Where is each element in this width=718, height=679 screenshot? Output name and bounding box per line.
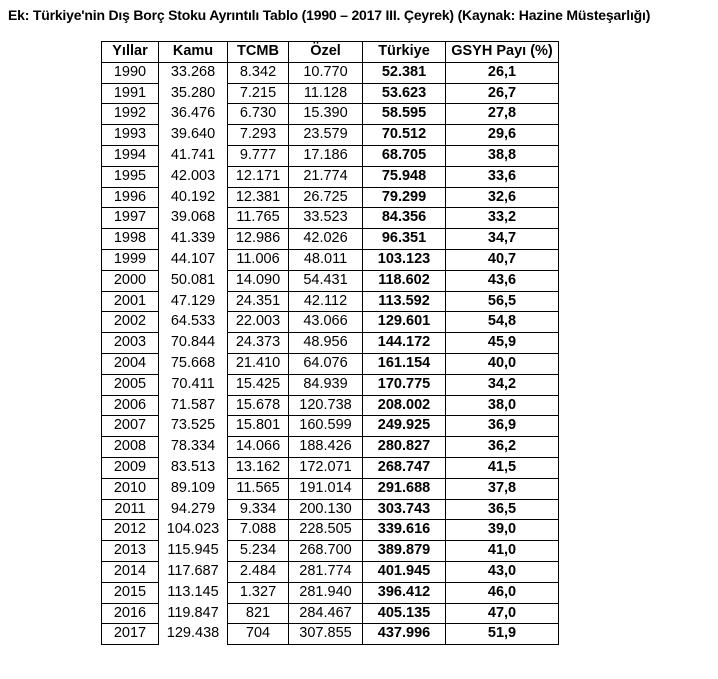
tcmb-value-cell: 2.484 (228, 561, 289, 582)
gsyh-payi-value-cell: 27,8 (446, 104, 559, 125)
gsyh-payi-value-cell: 38,0 (446, 395, 559, 416)
ozel-value-cell: 48.956 (289, 333, 363, 354)
table-row (102, 104, 559, 125)
kamu-value-cell: 129.438 (159, 624, 228, 645)
kamu-value-cell: 119.847 (159, 603, 228, 624)
gsyh-payi-value-cell: 40,0 (446, 353, 559, 374)
year-cell: 1993 (102, 125, 159, 146)
year-cell: 1992 (102, 104, 159, 125)
gsyh-payi-value-cell: 33,6 (446, 166, 559, 187)
table-caption: Ek: Türkiye'nin Dış Borç Stoku Ayrıntılı Tablo (1990 – 2017 III. Çeyrek) (Kaynak: Hazine Müsteşarlığı) (8, 7, 651, 23)
ozel-value-cell: 64.076 (289, 353, 363, 374)
ozel-value-cell: 191.014 (289, 478, 363, 499)
table-row (102, 125, 559, 146)
year-cell: 1997 (102, 208, 159, 229)
ozel-value-cell: 17.186 (289, 145, 363, 166)
ozel-value-cell: 43.066 (289, 312, 363, 333)
turkiye-value-cell: 70.512 (363, 125, 446, 146)
turkiye-value-cell: 144.172 (363, 333, 446, 354)
kamu-value-cell: 50.081 (159, 270, 228, 291)
table-row (102, 582, 559, 603)
ozel-value-cell: 307.855 (289, 624, 363, 645)
turkiye-value-cell: 79.299 (363, 187, 446, 208)
gsyh-payi-value-cell: 34,7 (446, 229, 559, 250)
table-row (102, 166, 559, 187)
column-header-tcmb: TCMB (228, 42, 289, 63)
table-row (102, 624, 559, 645)
kamu-value-cell: 42.003 (159, 166, 228, 187)
kamu-value-cell: 40.192 (159, 187, 228, 208)
kamu-value-cell: 41.339 (159, 229, 228, 250)
turkiye-value-cell: 52.381 (363, 62, 446, 83)
turkiye-value-cell: 437.996 (363, 624, 446, 645)
ozel-value-cell: 48.011 (289, 249, 363, 270)
gsyh-payi-value-cell: 36,5 (446, 499, 559, 520)
gsyh-payi-value-cell: 41,5 (446, 457, 559, 478)
gsyh-payi-value-cell: 36,9 (446, 416, 559, 437)
tcmb-value-cell: 7.088 (228, 520, 289, 541)
tcmb-value-cell: 11.006 (228, 249, 289, 270)
kamu-value-cell: 36.476 (159, 104, 228, 125)
ozel-value-cell: 281.940 (289, 582, 363, 603)
table-row (102, 312, 559, 333)
tcmb-value-cell: 24.351 (228, 291, 289, 312)
gsyh-payi-value-cell: 40,7 (446, 249, 559, 270)
column-header-ozel: Özel (289, 42, 363, 63)
ozel-value-cell: 33.523 (289, 208, 363, 229)
table-row (102, 499, 559, 520)
tcmb-value-cell: 7.215 (228, 83, 289, 104)
turkiye-value-cell: 75.948 (363, 166, 446, 187)
gsyh-payi-value-cell: 47,0 (446, 603, 559, 624)
turkiye-value-cell: 339.616 (363, 520, 446, 541)
kamu-value-cell: 35.280 (159, 83, 228, 104)
table-row (102, 62, 559, 83)
turkiye-value-cell: 291.688 (363, 478, 446, 499)
tcmb-value-cell: 12.986 (228, 229, 289, 250)
kamu-value-cell: 33.268 (159, 62, 228, 83)
kamu-value-cell: 41.741 (159, 145, 228, 166)
year-cell: 2013 (102, 541, 159, 562)
year-cell: 1995 (102, 166, 159, 187)
table-row (102, 395, 559, 416)
turkiye-value-cell: 405.135 (363, 603, 446, 624)
year-cell: 1990 (102, 62, 159, 83)
year-cell: 2004 (102, 353, 159, 374)
year-cell: 1996 (102, 187, 159, 208)
kamu-value-cell: 113.145 (159, 582, 228, 603)
year-cell: 1994 (102, 145, 159, 166)
kamu-value-cell: 94.279 (159, 499, 228, 520)
year-cell: 2010 (102, 478, 159, 499)
tcmb-value-cell: 22.003 (228, 312, 289, 333)
turkiye-value-cell: 268.747 (363, 457, 446, 478)
tcmb-value-cell: 704 (228, 624, 289, 645)
gsyh-payi-value-cell: 38,8 (446, 145, 559, 166)
tcmb-value-cell: 6.730 (228, 104, 289, 125)
gsyh-payi-value-cell: 29,6 (446, 125, 559, 146)
turkiye-value-cell: 53.623 (363, 83, 446, 104)
kamu-value-cell: 73.525 (159, 416, 228, 437)
table-row (102, 249, 559, 270)
turkiye-value-cell: 68.705 (363, 145, 446, 166)
year-cell: 2001 (102, 291, 159, 312)
ozel-value-cell: 120.738 (289, 395, 363, 416)
year-cell: 2008 (102, 437, 159, 458)
year-cell: 2016 (102, 603, 159, 624)
header-row (102, 42, 559, 63)
gsyh-payi-value-cell: 56,5 (446, 291, 559, 312)
table-row (102, 208, 559, 229)
turkiye-value-cell: 280.827 (363, 437, 446, 458)
year-cell: 2009 (102, 457, 159, 478)
ozel-value-cell: 26.725 (289, 187, 363, 208)
year-cell: 1998 (102, 229, 159, 250)
tcmb-value-cell: 14.066 (228, 437, 289, 458)
gsyh-payi-value-cell: 32,6 (446, 187, 559, 208)
ozel-value-cell: 15.390 (289, 104, 363, 125)
gsyh-payi-value-cell: 34,2 (446, 374, 559, 395)
tcmb-value-cell: 11.765 (228, 208, 289, 229)
year-cell: 1991 (102, 83, 159, 104)
tcmb-value-cell: 8.342 (228, 62, 289, 83)
gsyh-payi-value-cell: 43,6 (446, 270, 559, 291)
tcmb-value-cell: 821 (228, 603, 289, 624)
turkiye-value-cell: 113.592 (363, 291, 446, 312)
turkiye-value-cell: 401.945 (363, 561, 446, 582)
tcmb-value-cell: 15.425 (228, 374, 289, 395)
gsyh-payi-value-cell: 33,2 (446, 208, 559, 229)
gsyh-payi-value-cell: 26,7 (446, 83, 559, 104)
ozel-value-cell: 172.071 (289, 457, 363, 478)
turkiye-value-cell: 118.602 (363, 270, 446, 291)
table-row (102, 187, 559, 208)
column-header-gsyh-payi: GSYH Payı (%) (446, 42, 559, 63)
kamu-value-cell: 44.107 (159, 249, 228, 270)
turkiye-value-cell: 103.123 (363, 249, 446, 270)
year-cell: 2005 (102, 374, 159, 395)
tcmb-value-cell: 9.334 (228, 499, 289, 520)
kamu-value-cell: 75.668 (159, 353, 228, 374)
year-cell: 2015 (102, 582, 159, 603)
tcmb-value-cell: 1.327 (228, 582, 289, 603)
ozel-value-cell: 11.128 (289, 83, 363, 104)
tcmb-value-cell: 11.565 (228, 478, 289, 499)
table-row (102, 520, 559, 541)
year-cell: 1999 (102, 249, 159, 270)
table-row (102, 333, 559, 354)
tcmb-value-cell: 15.801 (228, 416, 289, 437)
kamu-value-cell: 83.513 (159, 457, 228, 478)
kamu-value-cell: 115.945 (159, 541, 228, 562)
column-header-turkiye: Türkiye (363, 42, 446, 63)
tcmb-value-cell: 5.234 (228, 541, 289, 562)
ozel-value-cell: 268.700 (289, 541, 363, 562)
gsyh-payi-value-cell: 54,8 (446, 312, 559, 333)
tcmb-value-cell: 12.381 (228, 187, 289, 208)
kamu-value-cell: 39.068 (159, 208, 228, 229)
gsyh-payi-value-cell: 39,0 (446, 520, 559, 541)
kamu-value-cell: 117.687 (159, 561, 228, 582)
turkiye-value-cell: 396.412 (363, 582, 446, 603)
tcmb-value-cell: 21.410 (228, 353, 289, 374)
year-cell: 2006 (102, 395, 159, 416)
ozel-value-cell: 42.112 (289, 291, 363, 312)
kamu-value-cell: 104.023 (159, 520, 228, 541)
gsyh-payi-value-cell: 46,0 (446, 582, 559, 603)
year-cell: 2002 (102, 312, 159, 333)
kamu-value-cell: 78.334 (159, 437, 228, 458)
year-cell: 2003 (102, 333, 159, 354)
ozel-value-cell: 200.130 (289, 499, 363, 520)
table-row (102, 229, 559, 250)
year-cell: 2000 (102, 270, 159, 291)
column-header-kamu: Kamu (159, 42, 228, 63)
ozel-value-cell: 188.426 (289, 437, 363, 458)
tcmb-value-cell: 14.090 (228, 270, 289, 291)
table-row (102, 541, 559, 562)
kamu-value-cell: 47.129 (159, 291, 228, 312)
tcmb-value-cell: 15.678 (228, 395, 289, 416)
ozel-value-cell: 21.774 (289, 166, 363, 187)
ozel-value-cell: 10.770 (289, 62, 363, 83)
gsyh-payi-value-cell: 45,9 (446, 333, 559, 354)
gsyh-payi-value-cell: 37,8 (446, 478, 559, 499)
table-row (102, 437, 559, 458)
ozel-value-cell: 284.467 (289, 603, 363, 624)
table-row (102, 603, 559, 624)
kamu-value-cell: 71.587 (159, 395, 228, 416)
table-row (102, 478, 559, 499)
turkiye-value-cell: 84.356 (363, 208, 446, 229)
kamu-value-cell: 70.844 (159, 333, 228, 354)
ozel-value-cell: 281.774 (289, 561, 363, 582)
gsyh-payi-value-cell: 51,9 (446, 624, 559, 645)
turkiye-value-cell: 96.351 (363, 229, 446, 250)
turkiye-value-cell: 161.154 (363, 353, 446, 374)
debt-table (101, 41, 559, 645)
year-cell: 2012 (102, 520, 159, 541)
gsyh-payi-value-cell: 36,2 (446, 437, 559, 458)
year-cell: 2017 (102, 624, 159, 645)
table-body (102, 62, 559, 644)
column-header-yillar: Yıllar (102, 42, 159, 63)
table-header (102, 42, 559, 63)
table-row (102, 145, 559, 166)
table-row (102, 374, 559, 395)
year-cell: 2014 (102, 561, 159, 582)
turkiye-value-cell: 170.775 (363, 374, 446, 395)
gsyh-payi-value-cell: 26,1 (446, 62, 559, 83)
ozel-value-cell: 54.431 (289, 270, 363, 291)
table-row (102, 353, 559, 374)
turkiye-value-cell: 303.743 (363, 499, 446, 520)
tcmb-value-cell: 13.162 (228, 457, 289, 478)
ozel-value-cell: 160.599 (289, 416, 363, 437)
table-row (102, 416, 559, 437)
ozel-value-cell: 84.939 (289, 374, 363, 395)
turkiye-value-cell: 129.601 (363, 312, 446, 333)
table-row (102, 270, 559, 291)
turkiye-value-cell: 58.595 (363, 104, 446, 125)
turkiye-value-cell: 389.879 (363, 541, 446, 562)
kamu-value-cell: 89.109 (159, 478, 228, 499)
turkiye-value-cell: 249.925 (363, 416, 446, 437)
table-row (102, 83, 559, 104)
table-row (102, 291, 559, 312)
tcmb-value-cell: 9.777 (228, 145, 289, 166)
tcmb-value-cell: 24.373 (228, 333, 289, 354)
kamu-value-cell: 64.533 (159, 312, 228, 333)
ozel-value-cell: 42.026 (289, 229, 363, 250)
kamu-value-cell: 70.411 (159, 374, 228, 395)
table-row (102, 457, 559, 478)
ozel-value-cell: 23.579 (289, 125, 363, 146)
ozel-value-cell: 228.505 (289, 520, 363, 541)
gsyh-payi-value-cell: 43,0 (446, 561, 559, 582)
kamu-value-cell: 39.640 (159, 125, 228, 146)
turkiye-value-cell: 208.002 (363, 395, 446, 416)
gsyh-payi-value-cell: 41,0 (446, 541, 559, 562)
table-row (102, 561, 559, 582)
year-cell: 2007 (102, 416, 159, 437)
tcmb-value-cell: 7.293 (228, 125, 289, 146)
tcmb-value-cell: 12.171 (228, 166, 289, 187)
year-cell: 2011 (102, 499, 159, 520)
